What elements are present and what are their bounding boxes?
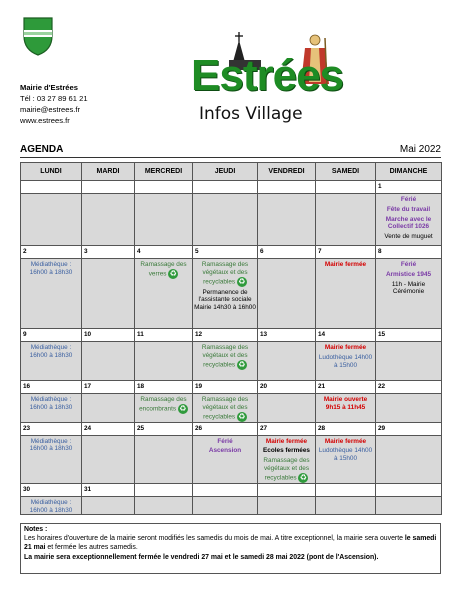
logo-title: Estrées: [191, 51, 344, 100]
day-header: LUNDI: [21, 163, 82, 181]
event-text: [377, 259, 440, 269]
day-cell: [21, 435, 82, 483]
day-cell: [258, 394, 316, 423]
day-number: [135, 483, 193, 496]
event-text: [317, 436, 374, 446]
week-events-row: [21, 435, 442, 483]
event-text: [377, 194, 440, 204]
event-text: [317, 352, 374, 370]
day-header: MARDI: [82, 163, 135, 181]
recycle-icon: ♻: [238, 276, 246, 286]
day-cell: [21, 259, 82, 329]
event-text: [377, 214, 440, 232]
event-label: Ascension: [208, 447, 242, 455]
calendar-body: [21, 181, 442, 515]
event-text: [259, 455, 314, 483]
day-number: 10: [82, 329, 135, 342]
day-number: 27: [258, 422, 316, 435]
event-label: Ramassage des encombrants: [139, 396, 187, 413]
day-number: [316, 483, 376, 496]
event-text: [377, 204, 440, 214]
event-label: Ludothèque 14h00 à 15h00: [318, 447, 373, 463]
day-cell: [193, 342, 258, 381]
week-date-row: [21, 422, 442, 435]
event-label: Ramassage des végétaux et des recyclables: [201, 344, 249, 369]
day-cell: [193, 435, 258, 483]
day-number: 21: [316, 381, 376, 394]
event-text: [259, 436, 314, 446]
weekday-header-row: [21, 163, 442, 181]
notes-line-2: La mairie sera exceptionnellement fermée le vendredi 27 mai et le samedi 28 mai 2022 (pont de l'Ascension).: [24, 553, 379, 561]
day-cell: [258, 496, 316, 515]
day-cell: [82, 435, 135, 483]
event-label: Ramassage des végétaux et des recyclables: [263, 457, 310, 482]
notes-title: Notes :: [24, 526, 48, 533]
event-label: Ramassage des végétaux et des recyclables: [201, 396, 249, 421]
event-text: [377, 231, 440, 241]
event-label: Ecoles fermées: [263, 447, 310, 455]
event-text: [194, 394, 256, 422]
estrees-logo: [185, 32, 360, 127]
event-text: [377, 279, 440, 297]
day-number: 1: [376, 181, 442, 194]
day-cell: [135, 435, 193, 483]
event-text: [136, 394, 191, 414]
day-number: 14: [316, 329, 376, 342]
event-label: Férié: [400, 196, 417, 203]
notes-text: Les horaires d'ouverture de la mairie seront modifiés les samedis du mois de mai. A titre exceptionnel, la mairie sera ouverte: [24, 535, 405, 543]
event-text: [22, 342, 80, 360]
event-label: Médiathèque : 16h00 à 18h30: [29, 396, 73, 411]
event-label: Fête du travail: [386, 205, 431, 213]
event-label: 11h - Mairie Cérémonie: [391, 280, 426, 296]
day-cell: [193, 394, 258, 423]
day-number: [193, 181, 258, 194]
event-text: [317, 445, 374, 463]
week-events-row: [21, 496, 442, 515]
day-number: [316, 181, 376, 194]
event-label: Armistice 1945: [385, 270, 432, 278]
event-text: [194, 259, 256, 287]
day-header: DIMANCHE: [376, 163, 442, 181]
event-label: Mairie fermée: [324, 344, 367, 351]
mairie-email[interactable]: mairie@estrees.fr: [20, 105, 81, 114]
day-number: 23: [21, 422, 82, 435]
day-number: 22: [376, 381, 442, 394]
event-text: [317, 342, 374, 352]
day-cell: [21, 496, 82, 515]
day-cell: [135, 496, 193, 515]
day-number: 4: [135, 246, 193, 259]
day-cell: [82, 394, 135, 423]
day-cell: [135, 194, 193, 246]
day-header: SAMEDI: [316, 163, 376, 181]
week-date-row: [21, 483, 442, 496]
day-number: 29: [376, 422, 442, 435]
event-text: [22, 394, 80, 412]
week-date-row: [21, 381, 442, 394]
day-cell: [258, 194, 316, 246]
day-number: 24: [82, 422, 135, 435]
event-label: Ramassage des végétaux et des recyclables: [201, 261, 249, 286]
event-text: [194, 287, 256, 312]
day-cell: [376, 342, 442, 381]
day-number: 18: [135, 381, 193, 394]
notes-highlight: le samedi 21 mai: [24, 535, 437, 552]
event-label: Ludothèque 14h00 à 15h00: [318, 353, 373, 369]
week-events-row: [21, 342, 442, 381]
event-label: Permanence de l'assistante sociale Mairie 14h30 à 16h00: [194, 288, 256, 312]
event-label: Médiathèque : 16h00 à 18h30: [29, 437, 73, 453]
day-cell: [135, 394, 193, 423]
day-number: 3: [82, 246, 135, 259]
event-text: [22, 259, 80, 277]
notes-line-1: [24, 534, 437, 552]
week-events-row: [21, 394, 442, 423]
week-events-row: [21, 194, 442, 246]
event-label: Médiathèque : 16h00 à 18h30: [29, 344, 73, 359]
day-number: 15: [376, 329, 442, 342]
week-date-row: [21, 329, 442, 342]
event-text: [22, 436, 80, 454]
day-number: 25: [135, 422, 193, 435]
event-label: Mairie ouverte 9h15 à 11h45: [323, 396, 368, 411]
event-label: Ramassage des verres: [140, 261, 187, 278]
day-cell: [21, 394, 82, 423]
event-label: Mairie fermée: [324, 261, 367, 268]
day-cell: [193, 259, 258, 329]
day-number: [258, 483, 316, 496]
mairie-website[interactable]: www.estrees.fr: [20, 116, 70, 125]
recycle-icon: ♻: [238, 411, 246, 421]
agenda-title: AGENDA: [20, 144, 64, 155]
day-cell: [376, 435, 442, 483]
day-number: 31: [82, 483, 135, 496]
day-number: 6: [258, 246, 316, 259]
calendar-table: [20, 162, 442, 515]
day-cell: [316, 259, 376, 329]
day-number: 9: [21, 329, 82, 342]
day-cell: [21, 194, 82, 246]
day-cell: [82, 194, 135, 246]
day-cell: [316, 342, 376, 381]
event-text: [194, 445, 256, 455]
event-label: Marche avec le Collectif 1026: [385, 215, 432, 231]
day-header: MERCREDI: [135, 163, 193, 181]
event-text: [194, 436, 256, 446]
day-number: [258, 181, 316, 194]
recycle-icon: ♻: [179, 403, 187, 413]
day-number: [82, 181, 135, 194]
day-cell: [316, 435, 376, 483]
day-number: 13: [258, 329, 316, 342]
day-cell: [82, 496, 135, 515]
day-cell: [135, 259, 193, 329]
event-label: Mairie fermée: [324, 437, 367, 445]
event-text: [377, 269, 440, 279]
week-date-row: [21, 246, 442, 259]
day-number: 5: [193, 246, 258, 259]
week-events-row: [21, 259, 442, 329]
day-cell: [82, 342, 135, 381]
day-number: 30: [21, 483, 82, 496]
day-cell: [135, 342, 193, 381]
day-cell: [376, 496, 442, 515]
day-cell: [316, 394, 376, 423]
day-number: 8: [376, 246, 442, 259]
recycle-icon: ♻: [169, 268, 177, 278]
event-label: Férié: [217, 437, 233, 445]
event-label: Médiathèque : 16h00 à 18h30: [29, 498, 73, 514]
agenda-header: [20, 144, 441, 158]
event-label: Vente de muguet: [384, 233, 433, 241]
day-cell: [316, 496, 376, 515]
coat-of-arms-icon: [22, 16, 54, 56]
day-cell: [82, 259, 135, 329]
day-cell: [316, 194, 376, 246]
day-header: JEUDI: [193, 163, 258, 181]
week-date-row: [21, 181, 442, 194]
day-cell: [258, 259, 316, 329]
mairie-contact-block: [20, 82, 88, 126]
day-cell: [193, 496, 258, 515]
day-number: 7: [316, 246, 376, 259]
day-number: 16: [21, 381, 82, 394]
event-text: [136, 259, 191, 279]
agenda-month: Mai 2022: [399, 144, 441, 155]
day-cell: [258, 342, 316, 381]
event-text: [22, 497, 80, 515]
event-label: Férié: [400, 261, 417, 268]
day-cell: [258, 435, 316, 483]
day-cell: [376, 259, 442, 329]
day-number: 28: [316, 422, 376, 435]
day-number: 2: [21, 246, 82, 259]
day-number: [21, 181, 82, 194]
event-text: [259, 445, 314, 455]
day-number: [376, 483, 442, 496]
day-number: 26: [193, 422, 258, 435]
event-text: [317, 394, 374, 412]
day-cell: [376, 194, 442, 246]
recycle-icon: ♻: [238, 359, 246, 369]
mairie-name: Mairie d'Estrées: [20, 83, 78, 92]
day-number: 17: [82, 381, 135, 394]
mairie-phone: Tél : 03 27 89 61 21: [20, 94, 88, 103]
recycle-icon: ♻: [299, 472, 307, 482]
day-cell: [21, 342, 82, 381]
day-number: [193, 483, 258, 496]
day-number: 12: [193, 329, 258, 342]
event-label: Mairie fermée: [265, 437, 308, 445]
day-number: 19: [193, 381, 258, 394]
day-header: VENDREDI: [258, 163, 316, 181]
event-text: [317, 259, 374, 269]
day-cell: [193, 194, 258, 246]
notes-text: et fermée les autres samedis.: [45, 544, 138, 552]
day-number: 20: [258, 381, 316, 394]
notes-box: [20, 523, 441, 574]
event-label: Médiathèque : 16h00 à 18h30: [29, 261, 73, 276]
event-text: [194, 342, 256, 370]
day-cell: [376, 394, 442, 423]
logo-subtitle: Infos Village: [199, 104, 303, 124]
day-number: [135, 181, 193, 194]
day-number: 11: [135, 329, 193, 342]
